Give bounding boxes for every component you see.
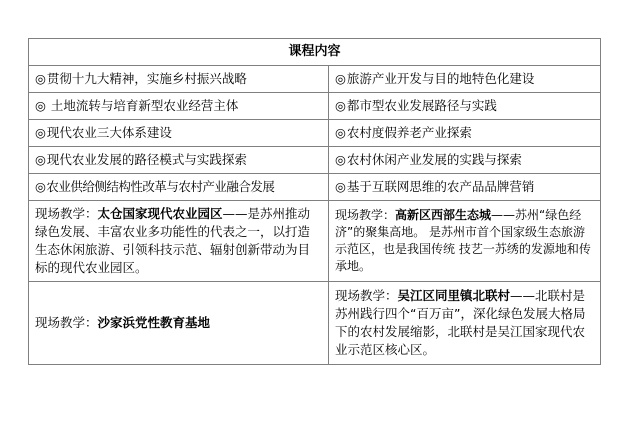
table-title: 课程内容 (29, 39, 601, 66)
site-visit-description: ——北联村是苏州践行四个“百万亩”，深化绿色发展大格局下的农村发展缩影，北联村是吴江国家现代农业示范区核心区。 (335, 288, 586, 357)
course-item-text: 都市型农业发展路径与实践 (346, 98, 497, 113)
table-row (29, 147, 601, 174)
bullet-mark: ◎ (335, 98, 346, 113)
site-visit-description: ——苏州“绿色经济”的聚集高地。 是苏州市首个国家级生态旅游示范区，也是我国传统 技艺一苏绣的发源地和传承地。 (335, 208, 591, 273)
site-visit-name: 吴江区同里镇北联村 (397, 288, 511, 303)
course-content-document (28, 38, 600, 365)
course-item (29, 174, 329, 201)
table-header-row (29, 39, 601, 66)
course-item-text: 贯彻十九大精神，实施乡村振兴战略 (46, 71, 247, 86)
site-visit-name: 沙家浜党性教育基地 (97, 315, 211, 330)
course-item-text: 农村休闲产业发展的实践与探索 (346, 152, 522, 167)
course-item (329, 174, 601, 201)
table-row (29, 120, 601, 147)
course-item (29, 120, 329, 147)
site-visit-prefix: 现场教学： (35, 315, 98, 330)
site-visit-cell (329, 201, 601, 282)
course-item-text: 基于互联网思维的农产品品牌营销 (346, 179, 535, 194)
site-visit-prefix: 现场教学： (335, 208, 396, 222)
site-visit-cell (29, 282, 329, 365)
course-item-text: 旅游产业开发与目的地特色化建设 (346, 71, 535, 86)
site-visit-cell (29, 201, 329, 282)
bullet-mark: ◎ (335, 71, 346, 86)
course-item (329, 147, 601, 174)
bullet-mark: ◎ (35, 152, 46, 167)
course-item-text: 现代农业发展的路径模式与实践探索 (46, 152, 247, 167)
bullet-mark: ◎ (35, 125, 46, 140)
site-visit-name: 高新区西部生态城 (395, 208, 492, 222)
course-item (329, 93, 601, 120)
bullet-mark: ◎ (335, 152, 346, 167)
site-visit-description: ——是苏州推动绿色发展、丰富农业多功能性的代表之一，以打造生态休闲旅游、引领科技示范、辐射创新带动为目标的现代农业园区。 (35, 206, 311, 275)
site-visit-cell (329, 282, 601, 365)
bullet-mark: ◎ (35, 179, 46, 194)
bullet-mark: ◎ (35, 71, 46, 86)
table-row (29, 66, 601, 93)
table-row (29, 93, 601, 120)
course-item (29, 66, 329, 93)
course-item (29, 93, 329, 120)
course-item-text: 土地流转与培育新型农业经营主体 (46, 98, 239, 113)
course-item (329, 66, 601, 93)
site-visit-prefix: 现场教学： (335, 288, 398, 303)
site-visit-name: 太仓国家现代农业园区 (97, 206, 223, 221)
course-content-table (28, 38, 601, 365)
bullet-mark: ◎ (35, 98, 46, 113)
table-row (29, 282, 601, 365)
course-item-text: 现代农业三大体系建设 (46, 125, 172, 140)
course-item-text: 农业供给侧结构性改革与农村产业融合发展 (46, 179, 275, 194)
course-item (29, 147, 329, 174)
table-row (29, 201, 601, 282)
course-item (329, 120, 601, 147)
bullet-mark: ◎ (335, 179, 346, 194)
bullet-mark: ◎ (335, 125, 346, 140)
course-item-text: 农村度假养老产业探索 (346, 125, 472, 140)
site-visit-prefix: 现场教学： (35, 206, 98, 221)
table-row (29, 174, 601, 201)
